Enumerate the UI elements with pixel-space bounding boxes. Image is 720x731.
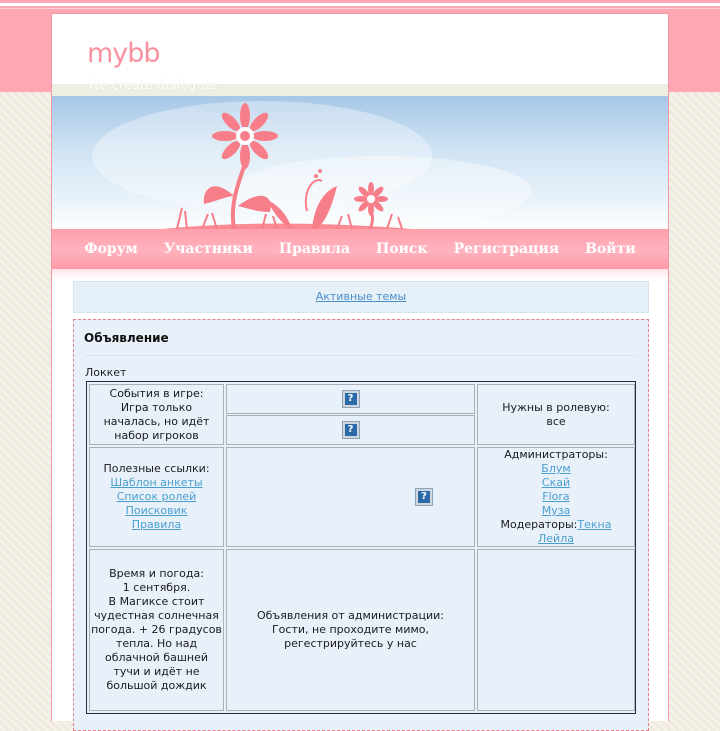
needed-cell [477, 384, 635, 445]
top-stripe-thin [0, 8, 720, 9]
events-line: Игра только [120, 400, 193, 414]
announcement-divider [84, 355, 638, 356]
active-topics-bar [73, 281, 649, 313]
admin-notice-heading: Объявления от администрации: [256, 609, 444, 622]
weather-cell [89, 549, 224, 711]
active-topics-link[interactable]: Активные темы [315, 290, 407, 303]
weather-line: большой дождик [106, 679, 207, 692]
weather-line: чудестная солнечная [94, 609, 219, 622]
nav-members[interactable]: Участники [163, 241, 253, 257]
nav-rules[interactable]: Правила [278, 241, 350, 257]
nav-shadow [52, 269, 668, 279]
tagline: We create dialogue! [88, 78, 219, 92]
link-search-wanted[interactable]: Поисковик [125, 504, 188, 517]
weather-line: В Магиксе стоит [108, 595, 205, 608]
weather-line: погода. + 26 градусов [91, 623, 222, 636]
top-stripe [0, 3, 720, 6]
moderators-line [501, 518, 612, 532]
useful-links-heading: Полезные ссылки: [103, 462, 210, 475]
brand-logo[interactable]: mybb [87, 38, 160, 69]
events-heading: События в игре: [109, 386, 204, 400]
admin-link[interactable]: Flora [542, 490, 570, 503]
weather-date: 1 сентября. [122, 581, 191, 594]
admin-notice-cell [226, 549, 475, 711]
nav-forum[interactable]: Форум [84, 241, 138, 257]
weather-line: тучи и идёт не [113, 665, 200, 678]
nav-search[interactable]: Поиск [375, 241, 428, 257]
admin-link[interactable]: Блум [541, 462, 571, 475]
admins-heading: Администраторы: [504, 448, 608, 461]
events-line: набор игроков [114, 428, 199, 442]
link-roles-list[interactable]: Список ролей [116, 490, 197, 503]
announcement-panel [73, 319, 649, 731]
admin-link[interactable]: Муза [541, 504, 571, 517]
admin-notice-line: регестрируйтесь у нас [284, 637, 417, 650]
needed-heading: Нужны в ролевую: [502, 400, 610, 414]
moderators-heading: Модераторы: [500, 518, 578, 531]
needed-value: все [546, 414, 566, 428]
weather-heading: Время и погода: [109, 567, 204, 580]
question-mark-image-icon: ? [416, 489, 432, 505]
image-slot [226, 415, 475, 445]
announcement-title: Объявление [84, 331, 169, 345]
announcement-subtitle: Локкет [85, 366, 127, 379]
question-mark-image-icon: ? [343, 391, 359, 407]
flower-illustration [52, 96, 668, 229]
image-slot [226, 384, 475, 414]
moderator-link[interactable]: Текна [577, 518, 612, 531]
events-cell [89, 384, 224, 445]
nav-login[interactable]: Войти [585, 241, 636, 257]
header-banner [52, 96, 668, 229]
staff-cell [477, 447, 635, 547]
nav-register[interactable]: Регистрация [453, 241, 560, 257]
main-navbar [52, 229, 668, 269]
moderator-link[interactable]: Лейла [538, 532, 574, 545]
link-rules[interactable]: Правила [131, 518, 182, 531]
admin-link[interactable]: Скай [541, 476, 571, 489]
useful-links-cell [89, 447, 224, 547]
admin-notice-line: Гости, не проходите мимо, [271, 623, 430, 636]
question-mark-image-icon: ? [343, 422, 359, 438]
image-slot [226, 447, 475, 547]
link-form-template[interactable]: Шаблон анкеты [110, 476, 203, 489]
weather-line: облачной башней [104, 651, 209, 664]
weather-line: тепла. Но над [115, 637, 198, 650]
events-line: началась, но идёт [103, 414, 210, 428]
info-table [86, 381, 636, 714]
page-container [51, 13, 669, 721]
empty-cell [477, 549, 635, 711]
